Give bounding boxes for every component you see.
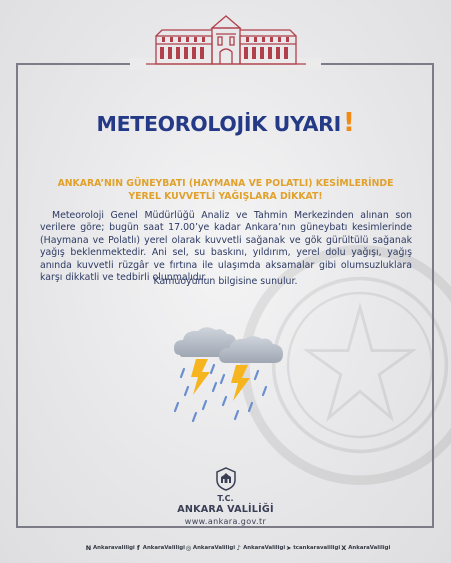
social-handle: tcankaravaliligi xyxy=(293,545,341,551)
social-handle: AnkaraValiligi xyxy=(243,545,286,551)
x-icon: X xyxy=(341,543,347,552)
facebook-icon: f xyxy=(136,543,140,552)
headline-line-2: YEREL KUVVETLİ YAĞIŞLARA DİKKAT! xyxy=(128,190,323,202)
org-name: ANKARA VALİLİĞİ xyxy=(177,504,274,515)
social-media-bar xyxy=(85,542,391,554)
social-tiktok[interactable] xyxy=(235,545,285,552)
social-handle: AnkaraValiligi xyxy=(348,545,391,551)
website-link[interactable]: www.ankara.gov.tr xyxy=(184,517,267,526)
social-facebook[interactable] xyxy=(135,545,185,552)
warning-headline xyxy=(40,178,411,203)
org-tc: T.C. xyxy=(217,494,234,503)
governorship-building-icon xyxy=(142,14,310,66)
social-nsosyal[interactable] xyxy=(85,545,135,552)
social-handle: Ankaravaliligi xyxy=(93,545,135,551)
social-x[interactable] xyxy=(340,545,390,552)
nsosyal-icon: N xyxy=(85,543,92,552)
thunderstorm-cloud-icon xyxy=(166,325,290,423)
exclamation-icon: ! xyxy=(342,108,355,138)
social-instagram[interactable] xyxy=(185,545,235,552)
telegram-icon: ➤ xyxy=(285,543,292,552)
page-title xyxy=(0,108,451,138)
instagram-icon: ◎ xyxy=(185,543,192,552)
tiktok-icon: ♪ xyxy=(236,543,241,552)
headline-line-1: ANKARA’NIN GÜNEYBATI (HAYMANA VE POLATLI) KESİMLERİNDE xyxy=(57,178,394,189)
closing-statement: Kamuoyunun bilgisine sunulur. xyxy=(153,276,298,287)
ankara-valiligi-logo-icon xyxy=(215,467,237,491)
title-text: METEOROLOJİK UYARI xyxy=(96,112,341,136)
social-handle: AnkaraValiligi xyxy=(192,545,236,551)
social-telegram[interactable] xyxy=(285,545,340,552)
social-handle: AnkaraValiligi xyxy=(142,545,185,551)
body-paragraph: Meteoroloji Genel Müdürlüğü Analiz ve Tahmin Merkezinden alınan son verilere göre; bugün saat 17.00’ye kadar Ankara’nın güneybatı kesimlerinde (Haymana ve Polatlı) yerel olarak kuvvetli sağanak ve gök gürültülü sağanak yağış beklenmektedir. Ani sel, su baskını, yıldırım, yerel dolu yağışı, yağış anında kuvvetli rüzgâr ve fırtına ile ulaşımda aksamalar gibi olumsuzluklara karşı dikkatli ve tedbirli olunmalıdır. xyxy=(40,210,412,284)
